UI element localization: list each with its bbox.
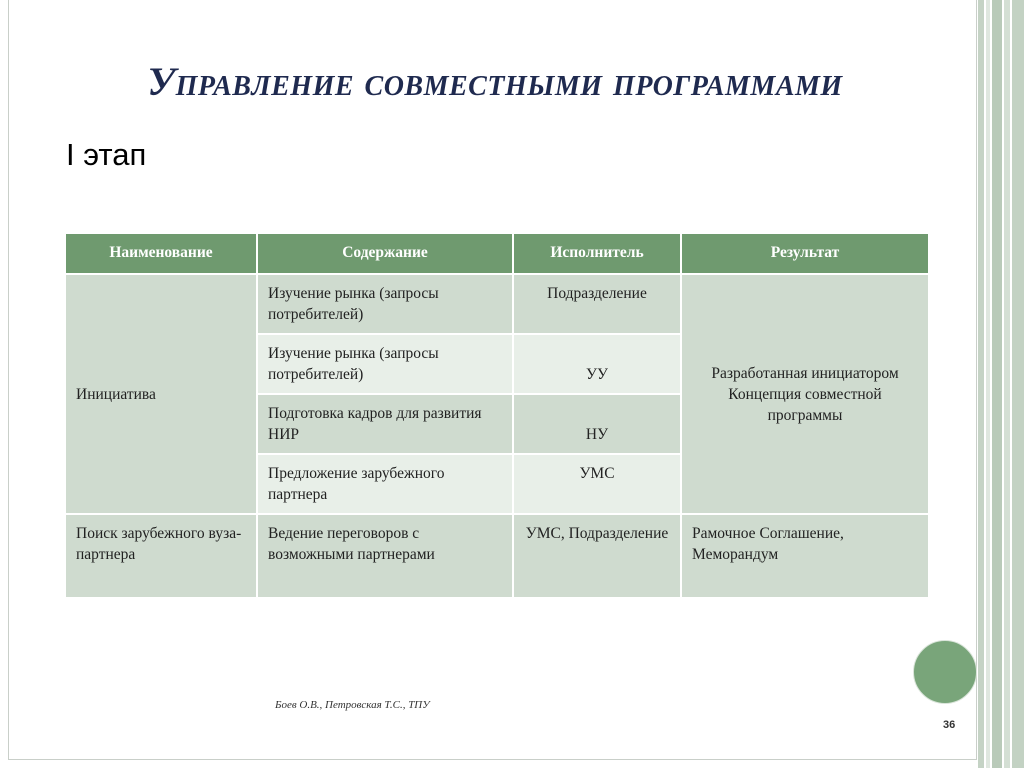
program-stage-table bbox=[64, 232, 930, 599]
cell-name-initiative: Инициатива bbox=[65, 274, 257, 514]
decorative-side-stripes bbox=[978, 0, 1024, 768]
cell-content: Ведение переговоров с возможными партнерами bbox=[257, 514, 513, 598]
cell-content: Подготовка кадров для развития НИР bbox=[257, 394, 513, 454]
header-content: Содержание bbox=[257, 233, 513, 274]
cell-result-initiative: Разработанная инициатором Концепция совместной программы bbox=[681, 274, 929, 514]
cell-executor: Подразделение bbox=[513, 274, 681, 334]
cell-name-search: Поиск зарубежного вуза-партнера bbox=[65, 514, 257, 598]
cell-executor: НУ bbox=[513, 394, 681, 454]
table-header-row bbox=[65, 233, 929, 274]
cell-executor: УУ bbox=[513, 334, 681, 394]
header-name: Наименование bbox=[65, 233, 257, 274]
cell-content: Изучение рынка (запросы потребителей) bbox=[257, 334, 513, 394]
decorative-circle bbox=[913, 640, 977, 704]
header-executor: Исполнитель bbox=[513, 233, 681, 274]
cell-executor: УМС, Подразделение bbox=[513, 514, 681, 598]
cell-executor: УМС bbox=[513, 454, 681, 514]
cell-result: Рамочное Соглашение, Меморандум bbox=[681, 514, 929, 598]
cell-content: Предложение зарубежного партнера bbox=[257, 454, 513, 514]
table-row bbox=[65, 514, 929, 598]
stage-subtitle: I этап bbox=[66, 137, 147, 172]
header-result: Результат bbox=[681, 233, 929, 274]
slide-title: Управление совместными программами bbox=[147, 59, 843, 104]
table-row bbox=[65, 274, 929, 334]
page-number: 36 bbox=[943, 719, 956, 731]
cell-content: Изучение рынка (запросы потребителей) bbox=[257, 274, 513, 334]
footer-authors: Боев О.В., Петровская Т.С., ТПУ bbox=[275, 699, 430, 711]
